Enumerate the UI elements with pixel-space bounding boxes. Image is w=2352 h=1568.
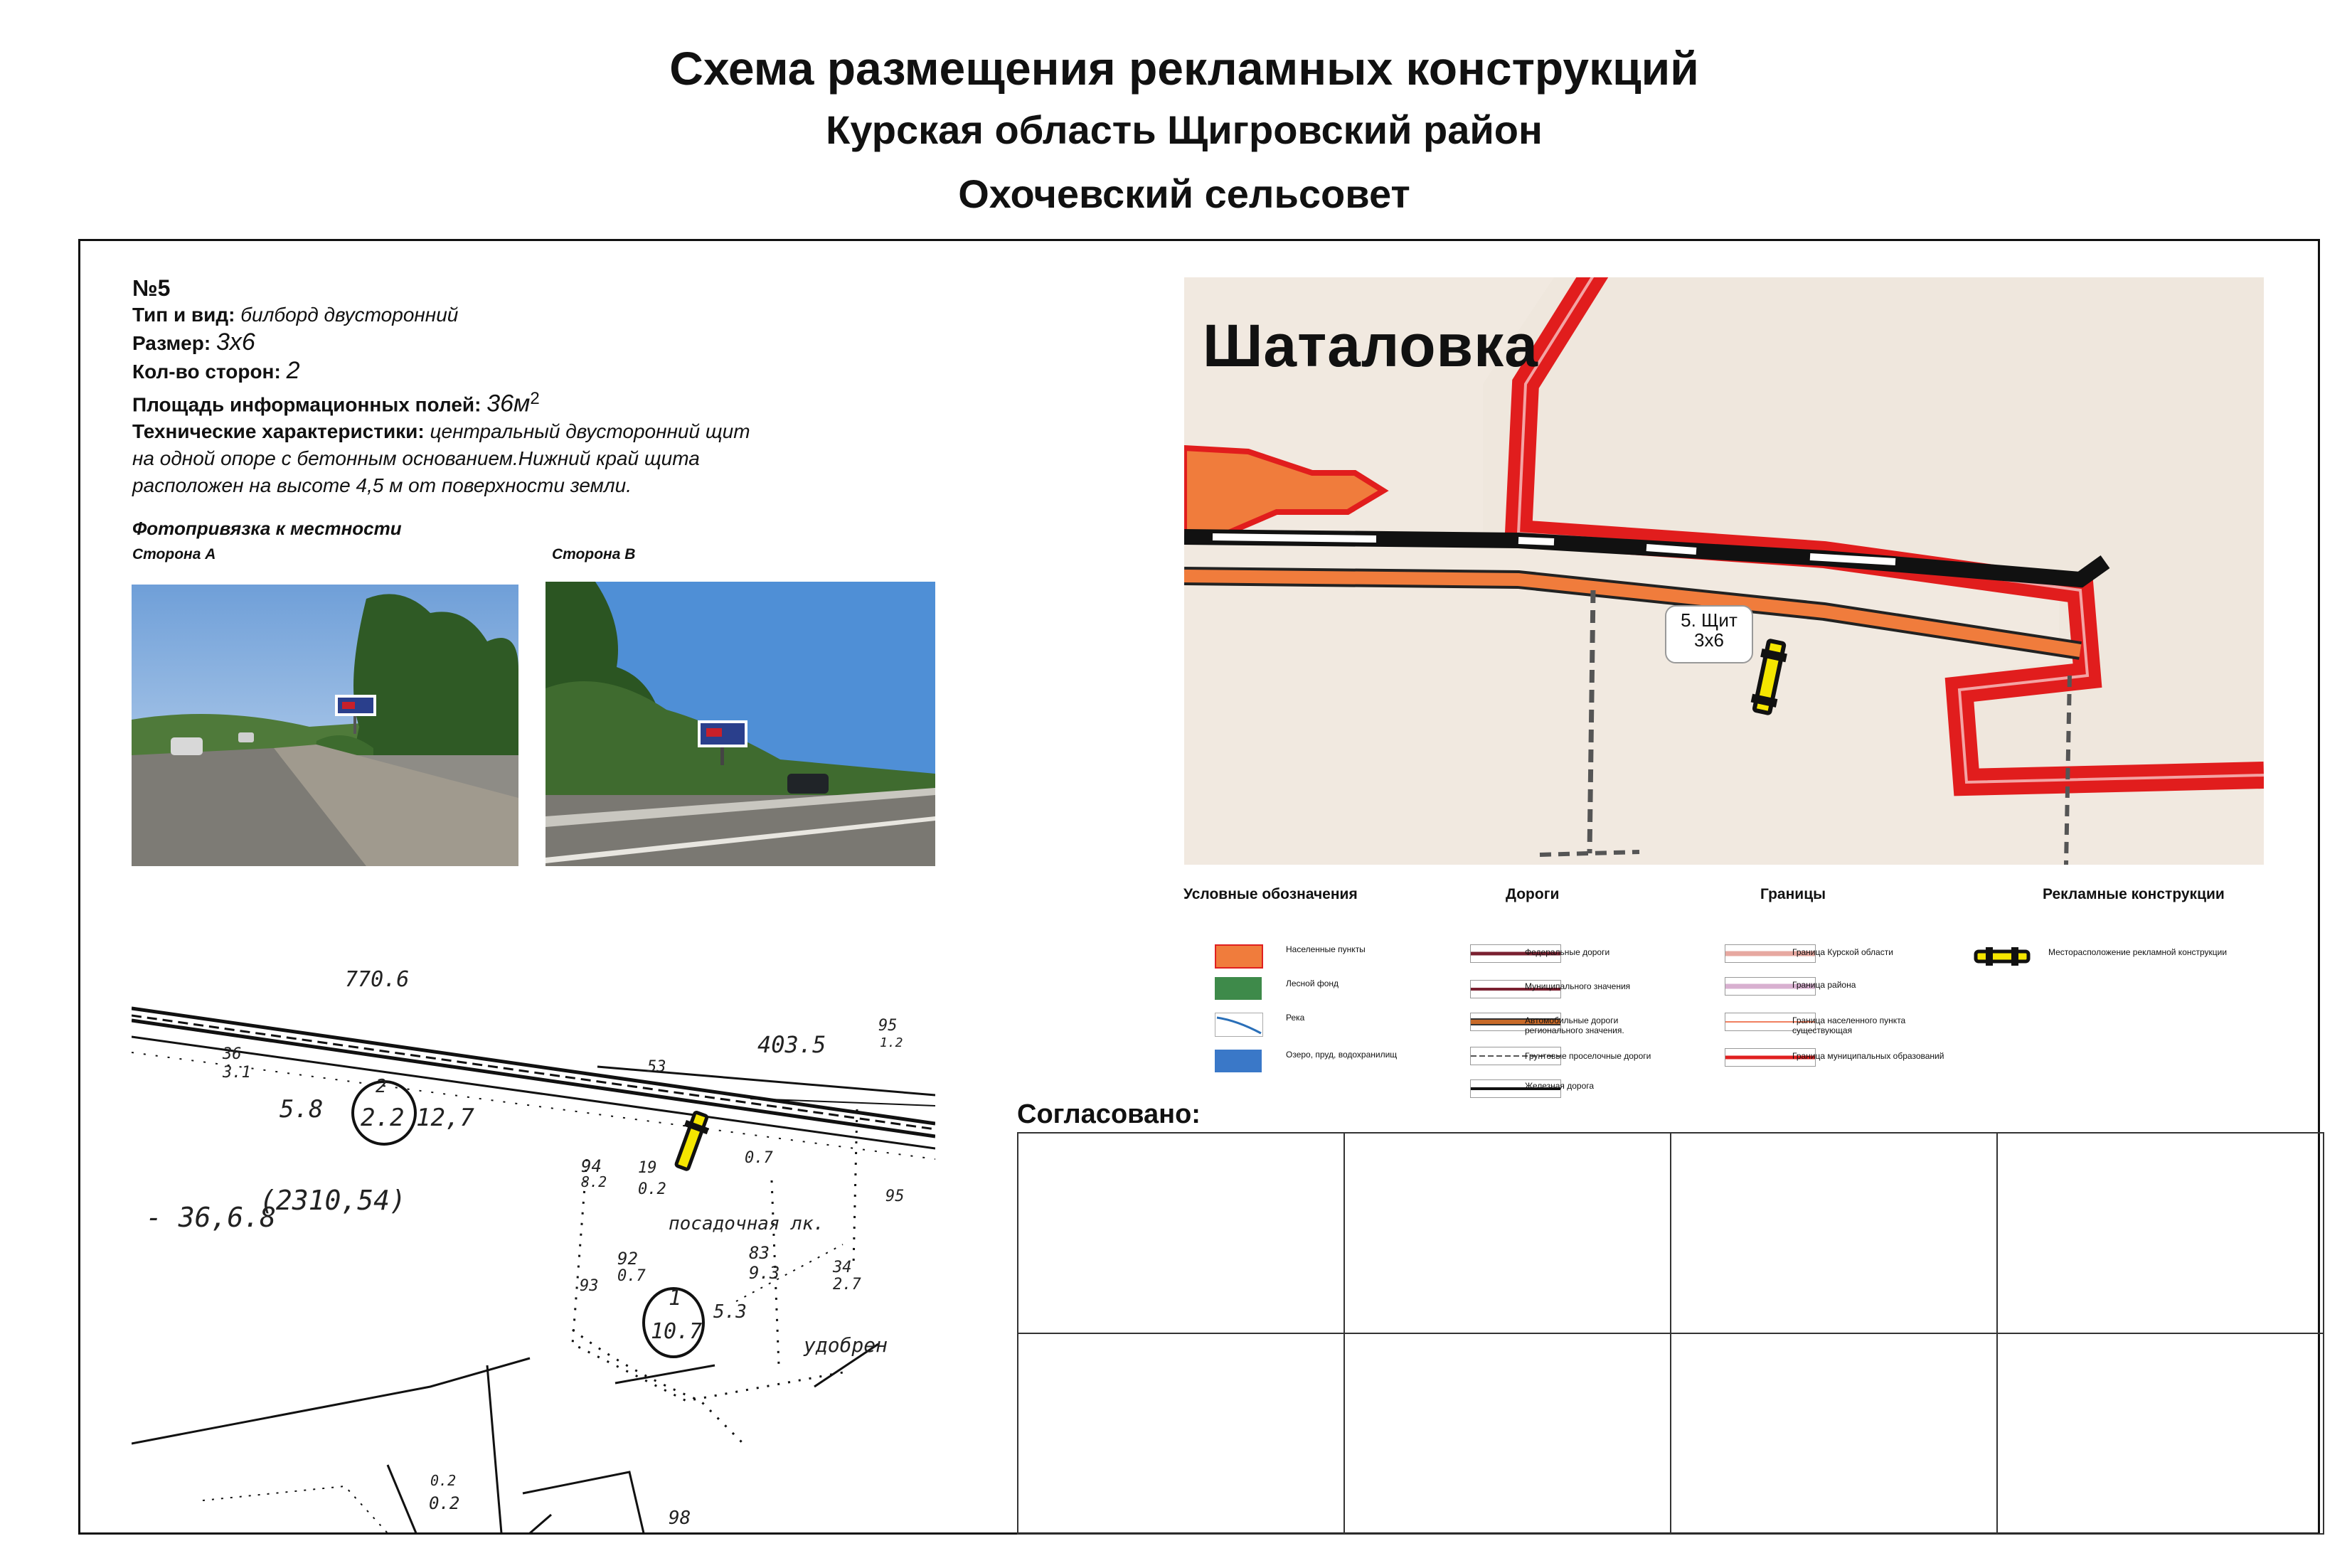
survey-label: 770.6 (345, 967, 410, 992)
spec-type-label: Тип и вид: (132, 304, 235, 326)
side-a-label: Сторона А (132, 546, 216, 562)
survey-label: удобрен (804, 1333, 888, 1357)
survey-label: 92 (617, 1249, 638, 1269)
photo-side-b (546, 582, 935, 866)
approval-label: Согласовано: (1017, 1099, 1201, 1129)
survey-label: 1.2 (880, 1035, 903, 1050)
legend-dirt: Грунтовые проселочные дороги (1525, 1051, 1651, 1061)
photo-heading: Фотопривязка к местности (132, 518, 402, 539)
survey-label: 98 (669, 1508, 691, 1529)
survey-label: 10.7 (651, 1319, 703, 1344)
survey-label: 83 (749, 1243, 770, 1263)
map-marker-line2: 3х6 (1694, 629, 1724, 651)
spec-size-row (132, 329, 1057, 357)
side-b-label: Сторона В (552, 546, 636, 562)
spec-tech-line3-text: расположен на высоте 4,5 м от поверхности земли. (132, 474, 632, 497)
legend-swatch-lake (1215, 1050, 1262, 1072)
survey-labels (132, 946, 935, 1533)
survey-label: 5.3 (713, 1301, 747, 1323)
survey-label: 0.2 (429, 1493, 460, 1513)
survey-label: 53 (647, 1058, 666, 1076)
approval-cell[interactable] (1671, 1133, 1997, 1333)
survey-label: 94 (581, 1156, 602, 1176)
legend-billboard: Месторасположение рекламной конструкции (2048, 947, 2228, 957)
survey-label: посадочная лк. (669, 1213, 825, 1234)
spec-tech-label: Технические характеристики: (132, 420, 425, 443)
location-map (1184, 277, 2264, 865)
legend-settlement-border: Граница населенного пункта существующая (1792, 1015, 1906, 1035)
legend-billboard-icon (1973, 946, 2031, 967)
survey-label: 3.1 (223, 1064, 251, 1082)
spec-tech-line2-text: на одной опоре с бетонным основанием.Нижний край щита (132, 447, 700, 470)
approval-cell[interactable] (1018, 1133, 1344, 1333)
survey-label: 0.2 (638, 1180, 666, 1198)
spec-size-label: Размер: (132, 332, 211, 354)
survey-label: 93 (580, 1277, 599, 1295)
survey-label: 8.2 (581, 1173, 607, 1190)
legend-district-border: Граница района (1792, 980, 1856, 990)
spec-tech-line1: центральный двусторонний щит (430, 420, 750, 443)
survey-label: 12,7 (416, 1104, 474, 1132)
legend-head-symbols: Условные обозначения (1183, 886, 1358, 902)
approval-cell[interactable] (1344, 1333, 1671, 1534)
spec-tech-row (132, 418, 1057, 445)
survey-label: 0.2 (430, 1472, 457, 1489)
spec-area-row (132, 385, 1057, 418)
approval-cell[interactable] (1997, 1333, 2324, 1534)
survey-label: 2 (376, 1076, 387, 1097)
region-subtitle: Курская область Щигровский район (826, 107, 1543, 152)
legend-swatch-settlement (1215, 944, 1263, 969)
survey-label: 34 (833, 1259, 852, 1276)
legend-railway: Железная дорога (1525, 1081, 1595, 1091)
page-title: Схема размещения рекламных конструкций (669, 42, 1699, 95)
legend-municipal-border: Граница муниципальных образований (1792, 1051, 1944, 1061)
legend-lake: Озеро, пруд, водохранилищ (1286, 1050, 1398, 1060)
spec-sides-row (132, 357, 1057, 385)
legend-municipal: Муниципального значения (1525, 981, 1631, 991)
spec-area-sup: 2 (530, 389, 540, 408)
survey-label: 0.7 (745, 1149, 773, 1167)
legend-regional: Автомобильные дороги регионального значения. (1525, 1015, 1624, 1035)
survey-label: 95 (878, 1017, 898, 1035)
spec-type-row (132, 302, 1057, 329)
legend-swatch-river (1215, 1013, 1263, 1037)
survey-label: 403.5 (757, 1031, 826, 1058)
spec-sides-value: 2 (286, 357, 300, 384)
spec-sides-label: Кол-во сторон: (132, 361, 281, 383)
survey-label: (2310,54) (260, 1185, 406, 1216)
survey-label: 2.7 (833, 1276, 861, 1294)
survey-label: 36 (223, 1045, 242, 1063)
survey-label: 2.2 (361, 1104, 405, 1132)
spec-area-value: 36м (486, 390, 531, 417)
council-subtitle: Охочевский сельсовет (958, 171, 1410, 216)
legend-head-billboards: Рекламные конструкции (2043, 886, 2225, 902)
map-marker-line1: 5. Щит (1681, 609, 1738, 631)
approval-cell[interactable] (1344, 1133, 1671, 1333)
survey-label: 0.7 (617, 1267, 646, 1285)
spec-type-value: билборд двусторонний (240, 304, 459, 326)
legend-head-borders: Границы (1760, 886, 1826, 902)
map-marker-label (1666, 610, 1752, 650)
spec-area-label: Площадь информационных полей: (132, 393, 481, 416)
legend-oblast-border: Граница Курской области (1792, 947, 1893, 957)
survey-label: 1 (669, 1286, 682, 1311)
legend-head-roads: Дороги (1506, 886, 1560, 902)
survey-label: - 36,6.8 (146, 1202, 277, 1233)
legend-river: Река (1286, 1013, 1305, 1023)
spec-tech-line3 (132, 472, 1057, 499)
spec-size-value: 3х6 (215, 329, 255, 356)
spec-tech-line2 (132, 445, 1057, 472)
approval-cell[interactable] (1018, 1333, 1344, 1534)
survey-drawing (132, 946, 935, 1533)
legend-forest: Лесной фонд (1286, 978, 1339, 988)
spec-block (132, 274, 1057, 499)
approval-cell[interactable] (1671, 1333, 1997, 1534)
legend-swatch-forest (1215, 977, 1262, 1000)
survey-label: 19 (638, 1159, 657, 1177)
approval-table (1017, 1132, 2324, 1535)
legend-settlement: Населенные пункты (1286, 944, 1366, 954)
survey-label: 5.8 (280, 1095, 324, 1124)
spec-number: №5 (132, 275, 171, 301)
survey-label: 9.3 (749, 1263, 780, 1283)
survey-label: 95 (885, 1188, 905, 1205)
approval-cell[interactable] (1997, 1133, 2324, 1333)
map-village-label: Шаталовка (1203, 312, 1538, 379)
legend-federal: Федеральные дороги (1525, 947, 1610, 957)
photo-side-a (132, 585, 518, 866)
